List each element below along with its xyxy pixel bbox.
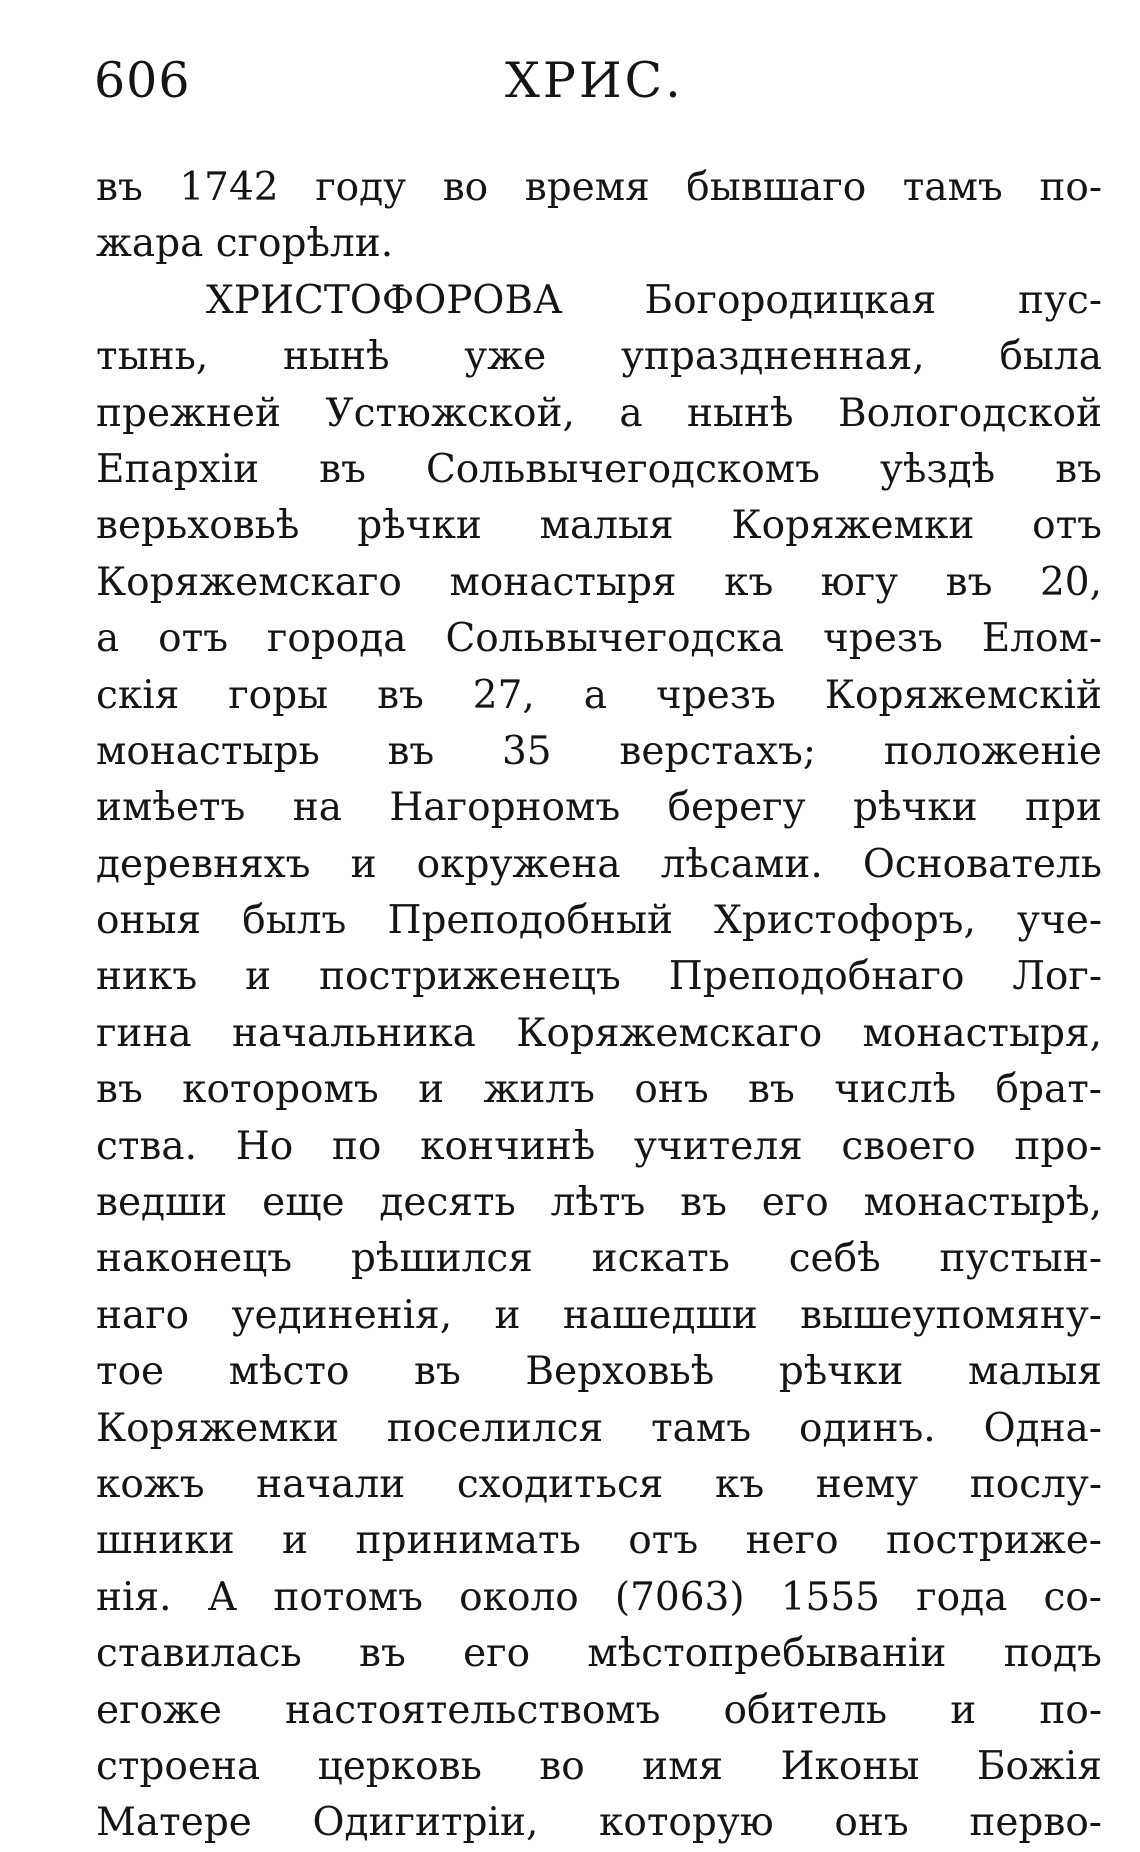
text-line: наго уединенія, и нашедши вышеупомяну- <box>96 1292 1102 1338</box>
text-line: а отъ города Сольвычегодска чрезъ Елом- <box>96 616 1102 662</box>
page-header <box>0 52 1140 126</box>
text-line: нія. А потомъ около (7063) 1555 года со- <box>96 1574 1102 1620</box>
text-line: егоже настоятельствомъ обитель и по- <box>96 1687 1102 1733</box>
text-line: оныя былъ Преподобный Христофоръ, уче- <box>96 898 1102 944</box>
text-line: прежней Устюжской, а нынѣ Вологодской <box>96 390 1102 436</box>
text-line: наконецъ рѣшился искать себѣ пустын- <box>96 1236 1102 1282</box>
running-head: ХРИС. <box>505 52 684 109</box>
text-line: никъ и постриженецъ Преподобнаго Лог- <box>96 954 1102 1000</box>
page-number: 606 <box>94 52 191 109</box>
text-line: въ которомъ и жилъ онъ въ числѣ брат- <box>96 1067 1102 1113</box>
body-text <box>96 160 1102 1852</box>
text-line: ства. Но по кончинѣ учителя своего про- <box>96 1123 1102 1169</box>
text-line: въ 1742 году во время бывшаго тамъ по- <box>96 165 1102 210</box>
text-line: кожъ начали сходиться къ нему послу- <box>96 1461 1102 1507</box>
text-line: имѣетъ на Нагорномъ берегу рѣчки при <box>96 785 1102 831</box>
text-line: гина начальника Коряжемскаго монастыря, <box>96 1010 1102 1056</box>
text-line: ставилась въ его мѣстопребываніи подъ <box>96 1631 1102 1677</box>
text-line: деревняхъ и окружена лѣсами. Основатель <box>96 841 1102 887</box>
text-line: монастырь въ 35 верстахъ; положеніе <box>96 728 1102 774</box>
text-line: тынь, нынѣ уже упраздненная, была <box>96 334 1102 380</box>
entry-first-line: ХРИСТОФОРОВА Богородицкая пус- <box>206 277 1102 323</box>
text-line: Коряжемскаго монастыря къ югу въ 20, <box>96 559 1102 605</box>
text-line: Матере Одигитріи, которую онъ перво- <box>96 1800 1102 1846</box>
text-line: Коряжемки поселился тамъ одинъ. Одна- <box>96 1405 1102 1451</box>
text-line: шники и принимать отъ него постриже- <box>96 1518 1102 1564</box>
text-line: тое мѣсто въ Верховьѣ рѣчки малыя <box>96 1349 1102 1395</box>
text-line: верьховьѣ рѣчки малыя Коряжемки отъ <box>96 503 1102 549</box>
text-line: ведши еще десять лѣтъ въ его монастырѣ, <box>96 1180 1102 1226</box>
text-line: жара сгорѣли. <box>96 221 394 267</box>
text-line: строена церковь во имя Иконы Божія <box>96 1743 1102 1789</box>
text-line: Епархіи въ Сольвычегодскомъ уѣздѣ въ <box>96 446 1102 492</box>
text-line: скія горы въ 27, а чрезъ Коряжемскій <box>96 672 1102 718</box>
